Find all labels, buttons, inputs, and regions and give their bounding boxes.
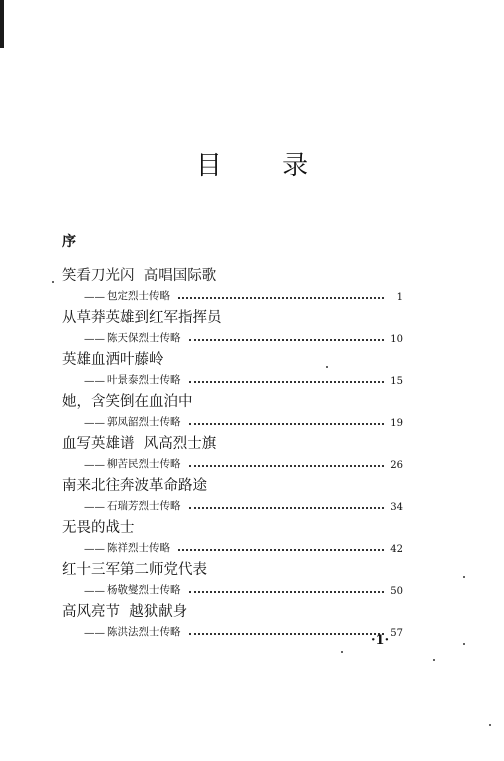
em-dash: —— bbox=[84, 333, 105, 345]
entry-subline bbox=[84, 623, 403, 639]
em-dash: —— bbox=[84, 375, 105, 387]
entry-page-number: 50 bbox=[390, 586, 403, 597]
toc-entry[interactable] bbox=[62, 266, 403, 308]
entry-subline bbox=[84, 413, 403, 429]
entry-title: 高风亮节 越狱献身 bbox=[62, 604, 188, 620]
entry-subtitle: 柳苦民烈士传略 bbox=[107, 458, 181, 470]
em-dash: —— bbox=[84, 417, 105, 429]
entry-page-number: 42 bbox=[390, 544, 403, 555]
dot-leader bbox=[178, 296, 384, 299]
scan-speck bbox=[52, 281, 54, 283]
entry-subline bbox=[84, 455, 403, 471]
toc-entry[interactable] bbox=[62, 350, 403, 392]
entry-page-number: 15 bbox=[390, 376, 403, 387]
entry-page-number: 26 bbox=[390, 460, 403, 471]
page-title: 目 录 bbox=[195, 151, 335, 181]
dot-leader bbox=[189, 632, 385, 635]
scan-speck bbox=[433, 659, 435, 661]
toc-entry[interactable] bbox=[62, 560, 403, 602]
toc-entry[interactable] bbox=[62, 518, 403, 560]
entry-subline bbox=[84, 329, 403, 345]
entry-title: 无畏的战士 bbox=[62, 520, 135, 536]
entry-page-number: 19 bbox=[390, 418, 403, 429]
entry-subline bbox=[84, 287, 403, 303]
entry-title: 血写英雄谱 风高烈士旗 bbox=[62, 436, 217, 452]
dot-leader bbox=[189, 338, 385, 341]
entry-title: 她，含笑倒在血泊中 bbox=[62, 394, 193, 410]
entry-subtitle: 陈祥烈士传略 bbox=[107, 542, 170, 554]
em-dash: —— bbox=[84, 627, 105, 639]
entry-subline bbox=[84, 539, 403, 555]
em-dash: —— bbox=[84, 501, 105, 513]
entry-title: 从草莽英雄到红军指挥员 bbox=[62, 310, 222, 326]
em-dash: —— bbox=[84, 585, 105, 597]
toc-entry[interactable] bbox=[62, 476, 403, 518]
dot-leader bbox=[189, 422, 385, 425]
entry-page-number: 1 bbox=[396, 292, 403, 303]
entry-subtitle: 石瑞芳烈士传略 bbox=[107, 500, 181, 512]
entry-title: 笑看刀光闪 高唱国际歌 bbox=[62, 268, 217, 284]
entry-page-number: 10 bbox=[390, 334, 403, 345]
dot-leader bbox=[189, 464, 385, 467]
entry-subline bbox=[84, 497, 403, 513]
entry-title: 红十三军第二师党代表 bbox=[62, 562, 207, 578]
dot-leader bbox=[178, 548, 384, 551]
entry-page-number: 57 bbox=[390, 628, 403, 639]
dot-leader bbox=[189, 590, 385, 593]
table-of-contents bbox=[62, 266, 403, 644]
scan-speck bbox=[341, 651, 343, 653]
entry-subline bbox=[84, 371, 403, 387]
toc-entry[interactable] bbox=[62, 602, 403, 644]
entry-title: 英雄血洒叶藤岭 bbox=[62, 352, 164, 368]
scan-speck bbox=[463, 643, 465, 645]
entry-subtitle: 陈洪法烈士传略 bbox=[107, 626, 181, 638]
entry-subtitle: 杨敬燮烈士传略 bbox=[107, 584, 181, 596]
em-dash: —— bbox=[84, 459, 105, 471]
entry-subtitle: 包定烈士传略 bbox=[107, 290, 170, 302]
scan-speck bbox=[489, 724, 491, 726]
scan-speck bbox=[326, 366, 328, 368]
dot-leader bbox=[189, 380, 385, 383]
em-dash: —— bbox=[84, 543, 105, 555]
toc-entry[interactable] bbox=[62, 434, 403, 476]
scan-speck bbox=[463, 576, 465, 578]
dot-leader bbox=[189, 506, 385, 509]
preface-heading: 序 bbox=[62, 234, 76, 250]
entry-title: 南来北往奔波革命路途 bbox=[62, 478, 207, 494]
entry-subtitle: 陈天保烈士传略 bbox=[107, 332, 181, 344]
entry-subtitle: 郭凤韶烈士传略 bbox=[107, 416, 181, 428]
entry-subtitle: 叶景泰烈士传略 bbox=[107, 374, 181, 386]
entry-page-number: 34 bbox=[390, 502, 403, 513]
em-dash: —— bbox=[84, 291, 105, 303]
toc-entry[interactable] bbox=[62, 308, 403, 350]
entry-subline bbox=[84, 581, 403, 597]
scan-left-edge bbox=[0, 0, 4, 48]
page-folio: ·1· bbox=[371, 633, 390, 648]
toc-entry[interactable] bbox=[62, 392, 403, 434]
